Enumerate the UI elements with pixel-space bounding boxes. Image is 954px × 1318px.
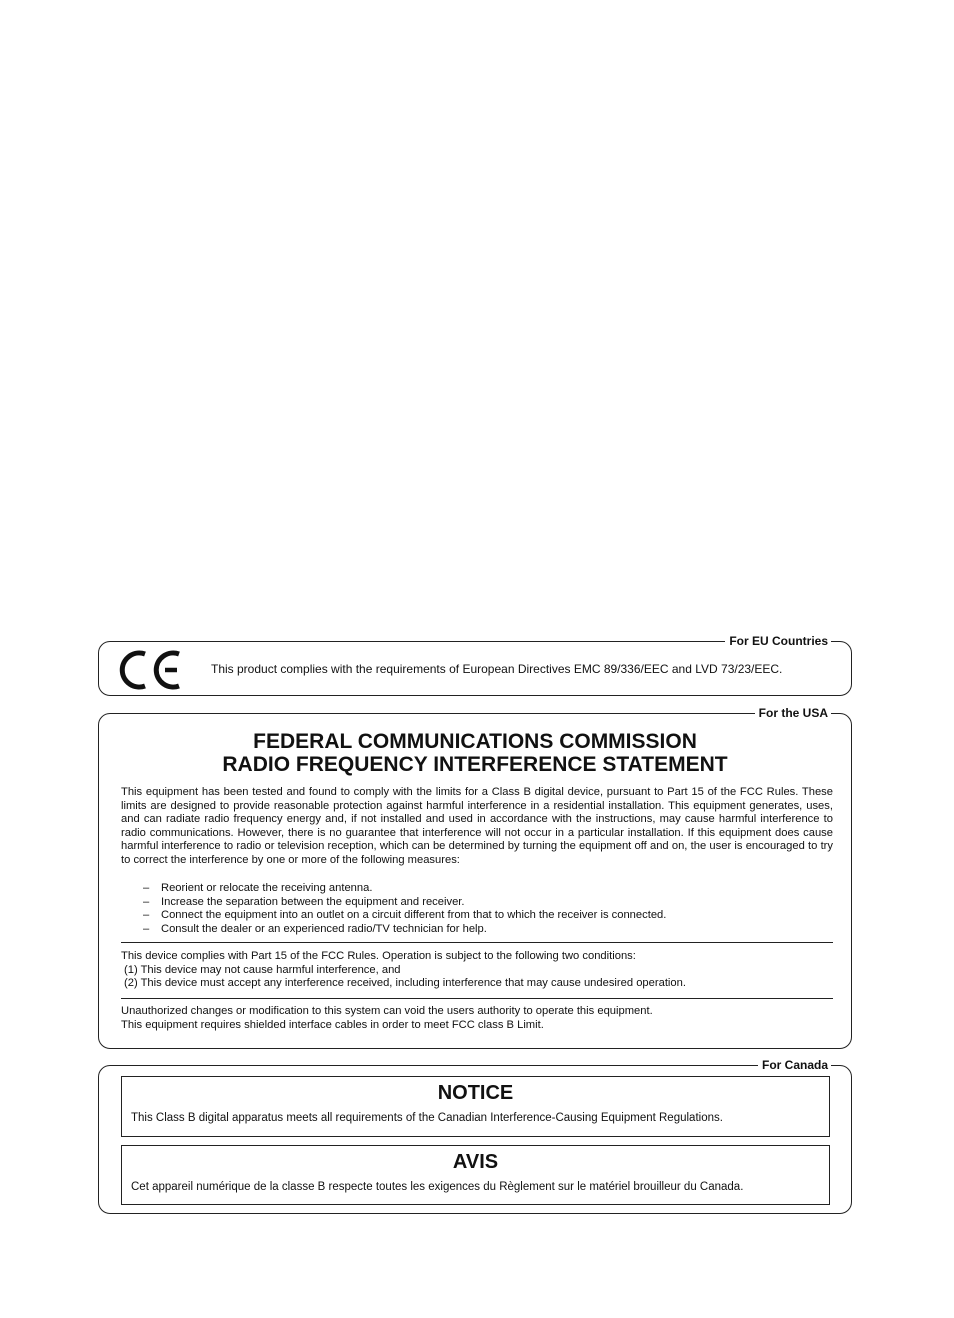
list-item: – Increase the separation between the equipment and receiver.	[143, 895, 465, 908]
fcc-condition-2: (2) This device must accept any interference received, including interference that may cause undesired operation.	[124, 977, 686, 990]
fcc-title-line2: RADIO FREQUENCY INTERFERENCE STATEMENT	[222, 753, 728, 776]
fcc-statement-paragraph: This equipment has been tested and found to comply with the limits for a Class B digital device, pursuant to Part 15 of the FCC Rules. These limits are designed to provide reasonable protection against harmful interference in a residential installation. This equipment generates, uses, and can radiate radio frequency energy and, if not installed and used in accordance with the instructions, may cause harmful interference to radio communications. However, there is no guarantee that interference will not occur in a particular installation. If this equipment does cause harmful interference to radio or television reception, which can be determined by turning the equipment off and on, the user is encouraged to try to correct the interference by one or more of the following measures:	[121, 786, 833, 866]
fcc-measures-list	[143, 882, 666, 936]
usa-tag: For the USA	[755, 706, 831, 720]
fcc-closing	[121, 1005, 833, 1032]
eu-tag: For EU Countries	[725, 634, 831, 648]
notice-box	[121, 1076, 830, 1137]
divider	[121, 998, 833, 999]
list-item: – Consult the dealer or an experienced radio/TV technician for help.	[143, 922, 487, 935]
canada-tag: For Canada	[758, 1058, 831, 1072]
eu-compliance-box	[98, 634, 852, 696]
fcc-closing-line1: Unauthorized changes or modification to this system can void the users authority to operate this equipment.	[121, 1005, 653, 1017]
avis-text: Cet appareil numérique de la classe B respecte toutes les exigences du Règlement sur le matériel brouilleur du Canada.	[131, 1181, 744, 1193]
list-item: – Connect the equipment into an outlet on a circuit different from that to which the receiver is connected.	[143, 909, 667, 922]
canada-box	[98, 1058, 852, 1214]
ce-mark-icon	[119, 648, 183, 692]
notice-text: This Class B digital apparatus meets all requirements of the Canadian Interference-Causing Equipment Regulations.	[131, 1112, 723, 1124]
eu-compliance-text: This product complies with the requirements of European Directives EMC 89/336/EEC and LVD 73/23/EEC.	[211, 662, 783, 676]
notice-title: NOTICE	[437, 1082, 514, 1104]
fcc-compliance-intro: This device complies with Part 15 of the FCC Rules. Operation is subject to the following two conditions:	[121, 950, 636, 962]
avis-title: AVIS	[452, 1151, 499, 1173]
fcc-title-line1: FEDERAL COMMUNICATIONS COMMISSION	[253, 730, 697, 753]
fcc-closing-line2: This equipment requires shielded interface cables in order to meet FCC class B Limit.	[121, 1018, 544, 1031]
usa-fcc-box	[98, 706, 852, 1049]
fcc-title	[99, 730, 851, 776]
fcc-condition-1: (1) This device may not cause harmful interference, and	[124, 963, 401, 976]
list-item: – Reorient or relocate the receiving antenna.	[143, 882, 373, 894]
avis-box	[121, 1145, 830, 1205]
divider	[121, 942, 833, 943]
fcc-conditions	[121, 950, 833, 991]
